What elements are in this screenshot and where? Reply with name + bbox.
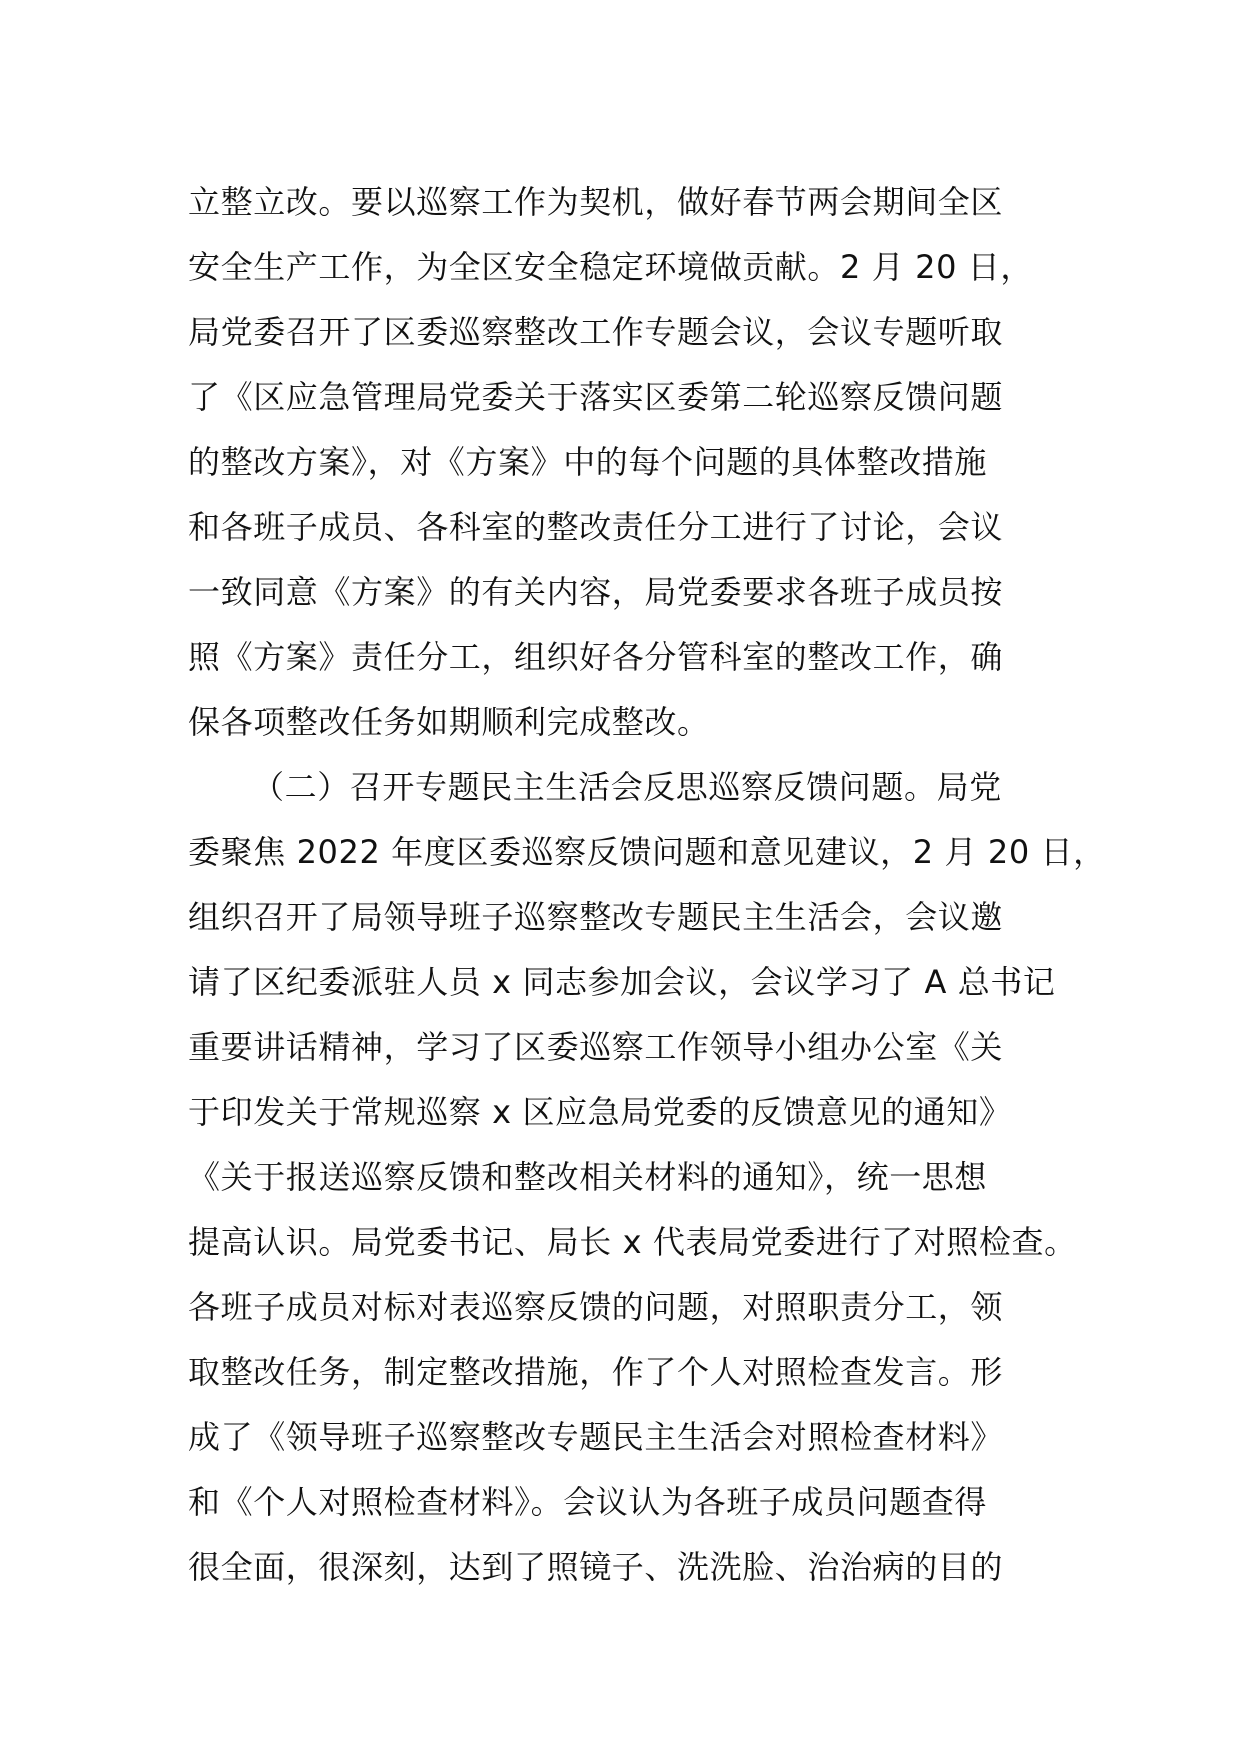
text-line: 和《个人对照检查材料》。会议认为各班子成员问题查得 [188, 1483, 988, 1521]
text-line: 重要讲话精神，学习了区委巡察工作领导小组办公室《关 [188, 1028, 1004, 1066]
text-line: 《关于报送巡察反馈和整改相关材料的通知》，统一思想 [188, 1158, 988, 1196]
text-line: 成了《领导班子巡察整改专题民主生活会对照检查材料》 [188, 1418, 1004, 1456]
text-line: 一致同意《方案》的有关内容，局党委要求各班子成员按 [188, 573, 1004, 611]
text-line: 安全生产工作，为全区安全稳定环境做贡献。2 月 20 日， [188, 248, 1033, 286]
text-line: 和各班子成员、各科室的整改责任分工进行了讨论，会议 [188, 508, 1004, 546]
text-line: 各班子成员对标对表巡察反馈的问题，对照职责分工，领 [188, 1288, 1004, 1326]
text-line: 取整改任务，制定整改措施，作了个人对照检查发言。形 [188, 1353, 1004, 1391]
section-heading-line: （二）召开专题民主生活会反思巡察反馈问题。局党 [252, 768, 1002, 806]
text-line: 的整改方案》，对《方案》中的每个问题的具体整改措施 [188, 443, 988, 481]
document-body [188, 170, 1106, 1600]
text-line: 很全面，很深刻，达到了照镜子、洗洗脸、治治病的目的 [188, 1548, 1004, 1586]
text-line: 提高认识。局党委书记、局长 x 代表局党委进行了对照检查。 [188, 1223, 1077, 1261]
text-line: 委聚焦 2022 年度区委巡察反馈问题和意见建议，2 月 20 日， [188, 833, 1106, 871]
text-line: 局党委召开了区委巡察整改工作专题会议，会议专题听取 [188, 313, 1004, 351]
text-line: 于印发关于常规巡察 x 区应急局党委的反馈意见的通知》 [188, 1093, 1012, 1131]
text-line: 保各项整改任务如期顺利完成整改。 [188, 703, 710, 741]
text-line: 组织召开了局领导班子巡察整改专题民主生活会，会议邀 [188, 898, 1004, 936]
text-line: 请了区纪委派驻人员 x 同志参加会议，会议学习了 A 总书记 [188, 963, 1056, 1001]
text-line: 照《方案》责任分工，组织好各分管科室的整改工作，确 [188, 638, 1004, 676]
text-line: 立整立改。要以巡察工作为契机，做好春节两会期间全区 [188, 183, 1004, 221]
text-line: 了《区应急管理局党委关于落实区委第二轮巡察反馈问题 [188, 378, 1004, 416]
